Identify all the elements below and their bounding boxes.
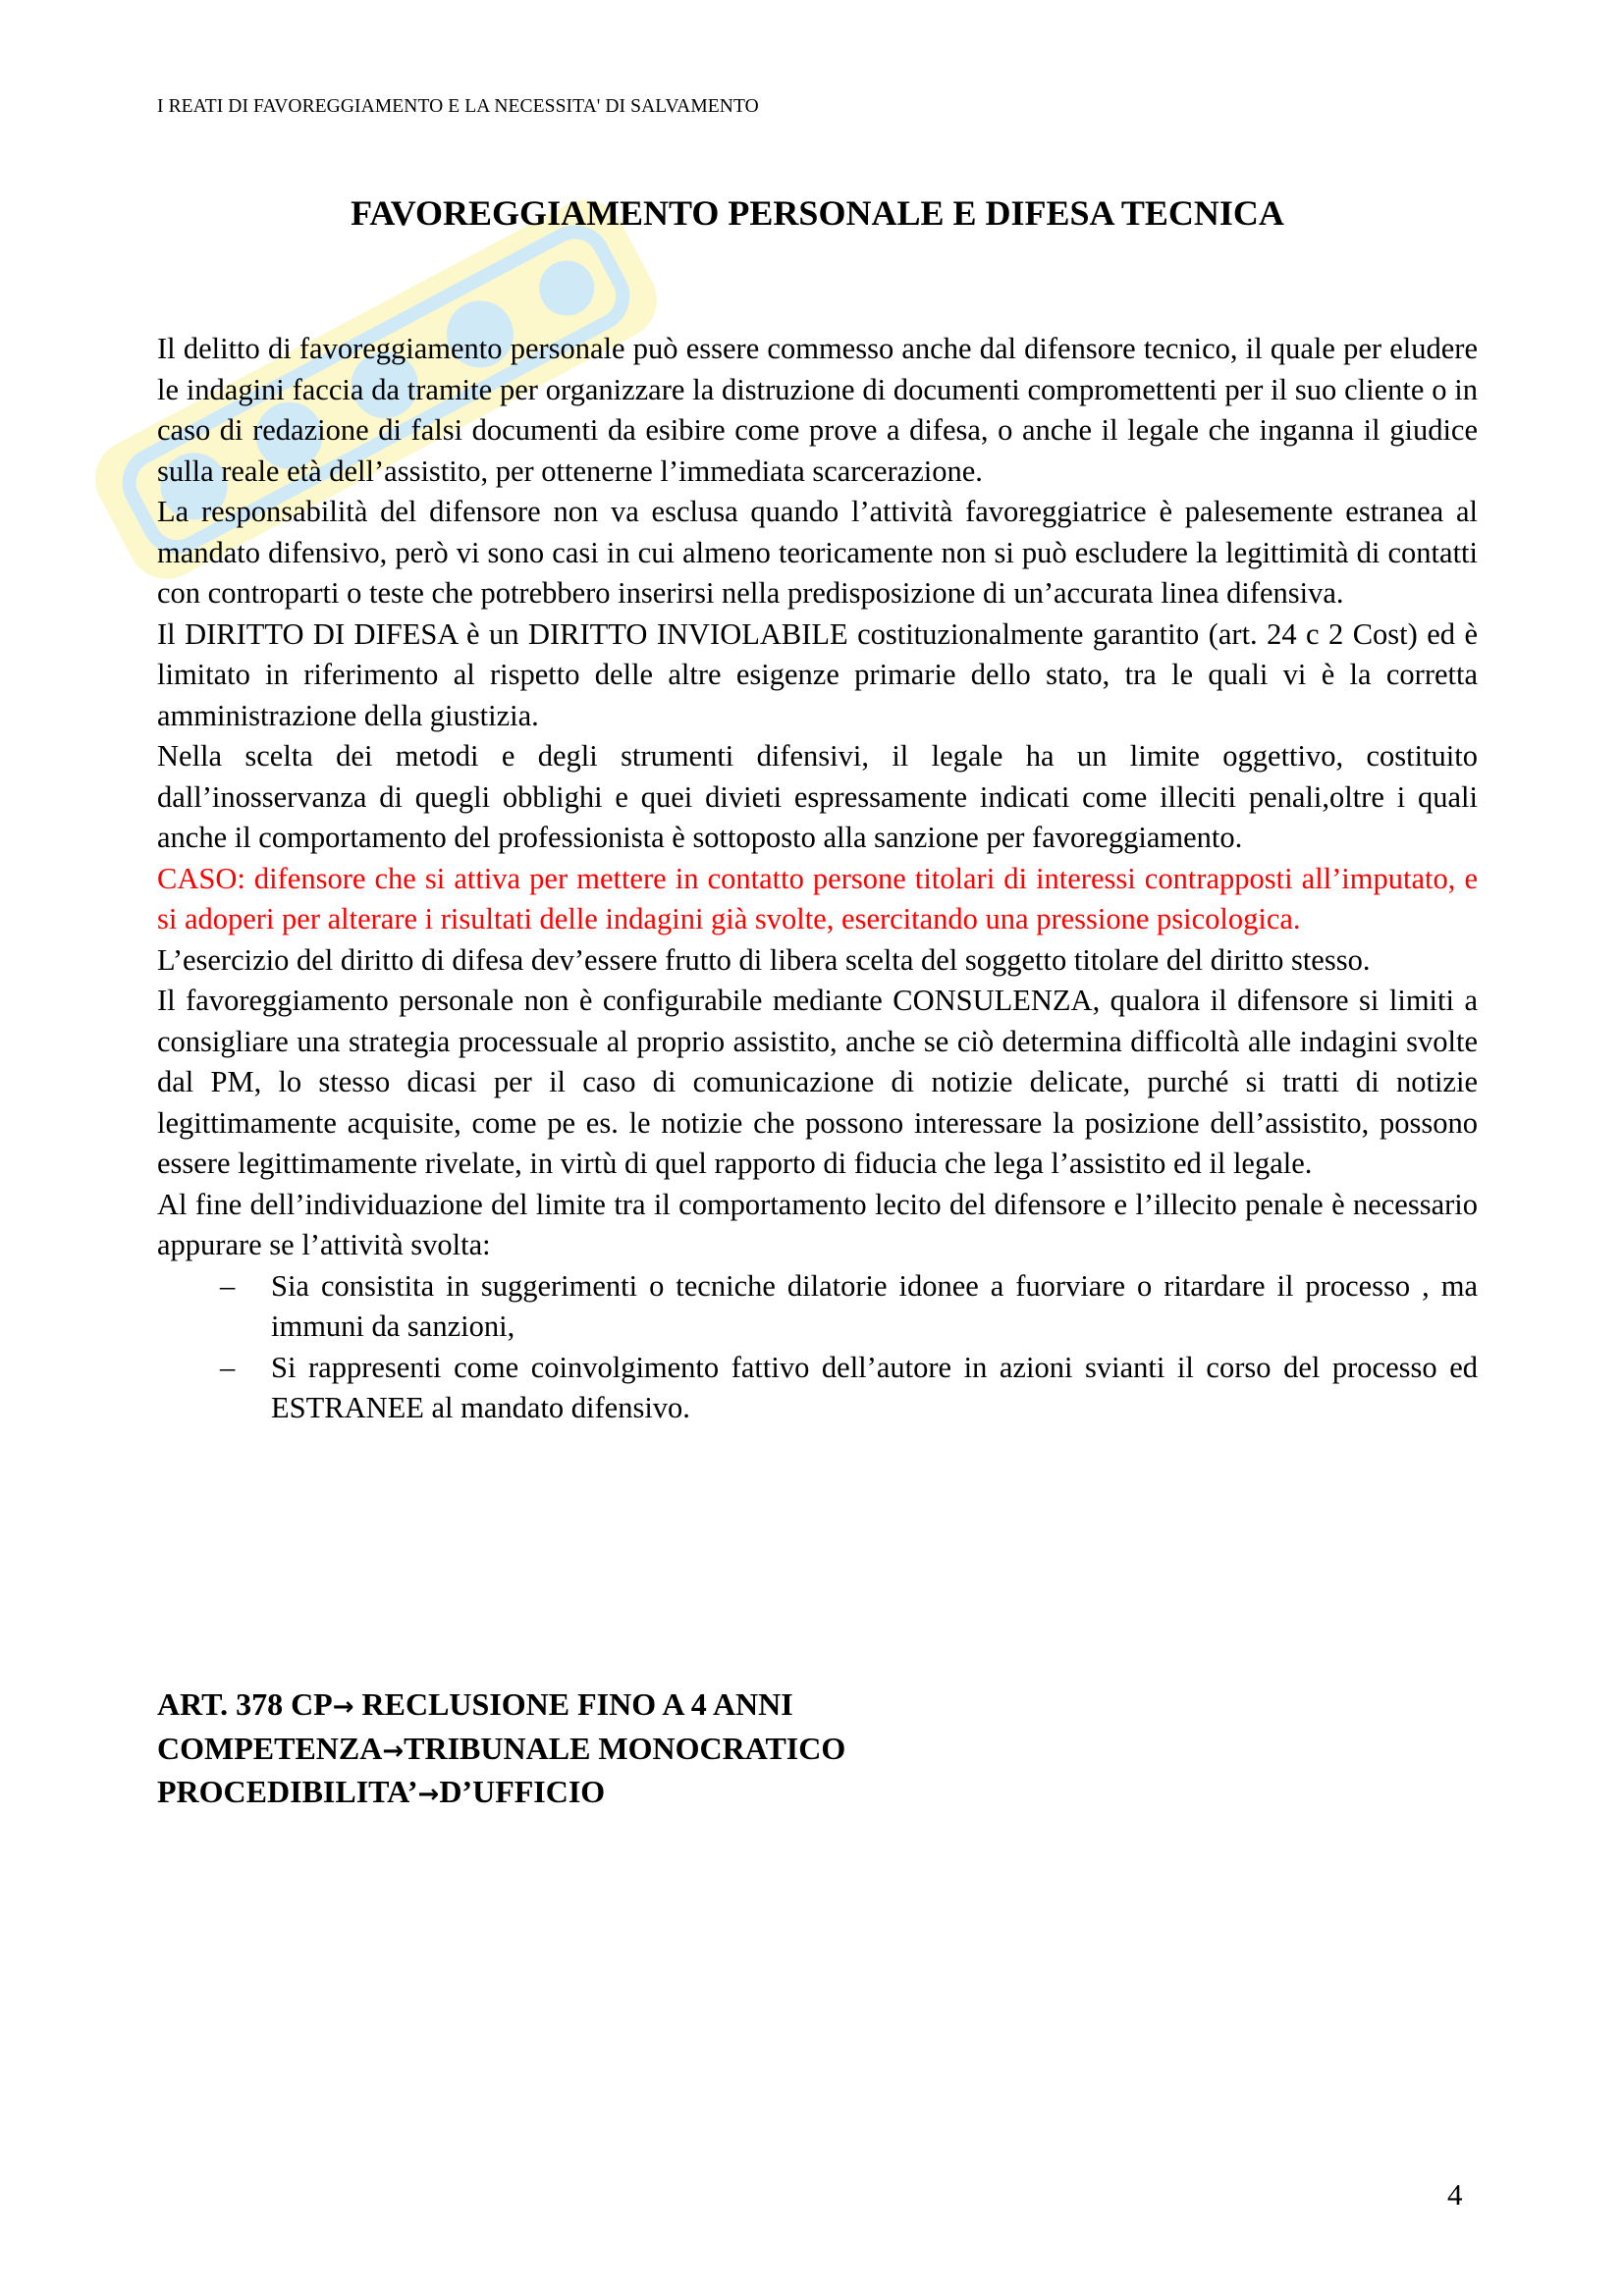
page-number: 4 [1447,2177,1463,2212]
paragraph: L’esercizio del diritto di difesa dev’essere frutto di libera scelta del soggetto titolare del diritto stesso. [157,942,1371,977]
summary-value: TRIBUNALE MONOCRATICO [404,1730,846,1766]
summary-line [157,1772,845,1816]
list-item-text: Si rappresenti come coinvolgimento fattivo dell’autore in azioni svianti il corso del processo ed ESTRANEE al mandato difensivo. [271,1350,1478,1424]
body-text [157,329,1478,1429]
arrow-icon: → [332,1692,354,1722]
summary-block [157,1684,845,1816]
list-item [157,1266,1478,1348]
summary-label: COMPETENZA [157,1730,383,1766]
paragraph: Il delitto di favoreggiamento personale può essere commesso anche dal difensore tecnico, il quale per eludere le indagini faccia da tramite per organizzare la distruzione di documenti compromettenti per il suo cliente o in caso di redazione di falsi documenti da esibire come prove a difesa, o anche il legale che inganna il giudice sulla reale età dell’assistito, per ottenerne l’immediata scarcerazione. [157,332,1478,488]
bullet-list [157,1266,1478,1429]
summary-label: PROCEDIBILITA’ [157,1774,418,1809]
paragraph: Al fine dell’individuazione del limite tra il comportamento lecito del difensore e l’illecito penale è necessario appurare se l’attività svolta: [157,1187,1478,1261]
dash-marker: – [220,1350,236,1384]
list-item [157,1348,1478,1429]
running-header: I REATI DI FAVOREGGIAMENTO E LA NECESSITA' DI SALVAMENTO [157,96,759,117]
paragraph: Il favoreggiamento personale non è configurabile mediante CONSULENZA, qualora il difensore si limiti a consigliare una strategia processuale al proprio assistito, anche se ciò determina difficoltà alle indagini svolte dal PM, lo stesso dicasi per il caso di comunicazione di notizie delicate, purché si tratti di notizie legittimamente acquisite, come pe es. le notizie che possono interessare la posizione dell’assistito, possono essere legittimamente rivelate, in virtù di quel rapporto di fiducia che lega l’assistito ed il legale. [157,984,1478,1180]
arrow-icon: → [417,1780,440,1809]
summary-label: ART. 378 CP [157,1686,333,1722]
arrow-icon: → [382,1735,405,1766]
case-paragraph: CASO: difensore che si attiva per mettere in contatto persone titolari di interessi contrapposti all’imputato, e si adoperi per alterare i risultati delle indagini già svolte, esercitando una pressione psicologica. [157,861,1478,935]
summary-line [157,1729,845,1773]
summary-value: D’UFFICIO [439,1774,606,1809]
page-title: FAVOREGGIAMENTO PERSONALE E DIFESA TECNICA [351,193,1284,233]
paragraph: Il DIRITTO DI DIFESA è un DIRITTO INVIOLABILE costituzionalmente garantito (art. 24 c 2 Cost) ed è limitato in riferimento al rispetto delle altre esigenze primarie dello stato, tra le quali vi è la corretta amministrazione della giustizia. [157,616,1478,732]
paragraph: Nella scelta dei metodi e degli strumenti difensivi, il legale ha un limite oggettivo, costituito dall’inosservanza di quegli obblighi e quei divieti espressamente indicati come illeciti penali,oltre i quali anche il comportamento del professionista è sottoposto alla sanzione per favoreggiamento. [157,739,1478,854]
dash-marker: – [220,1268,236,1303]
list-item-text: Sia consistita in suggerimenti o tecniche dilatorie idonee a fuorviare o ritardare il processo , ma immuni da sanzioni, [271,1268,1478,1343]
summary-value: RECLUSIONE FINO A 4 ANNI [353,1686,793,1722]
summary-line [157,1684,845,1729]
paragraph: La responsabilità del difensore non va esclusa quando l’attività favoreggiatrice è palesemente estranea al mandato difensivo, però vi sono casi in cui almeno teoricamente non si può escludere la legittimità di contatti con controparti o teste che potrebbero inserirsi nella predisposizione di un’accurata linea difensiva. [157,495,1478,610]
